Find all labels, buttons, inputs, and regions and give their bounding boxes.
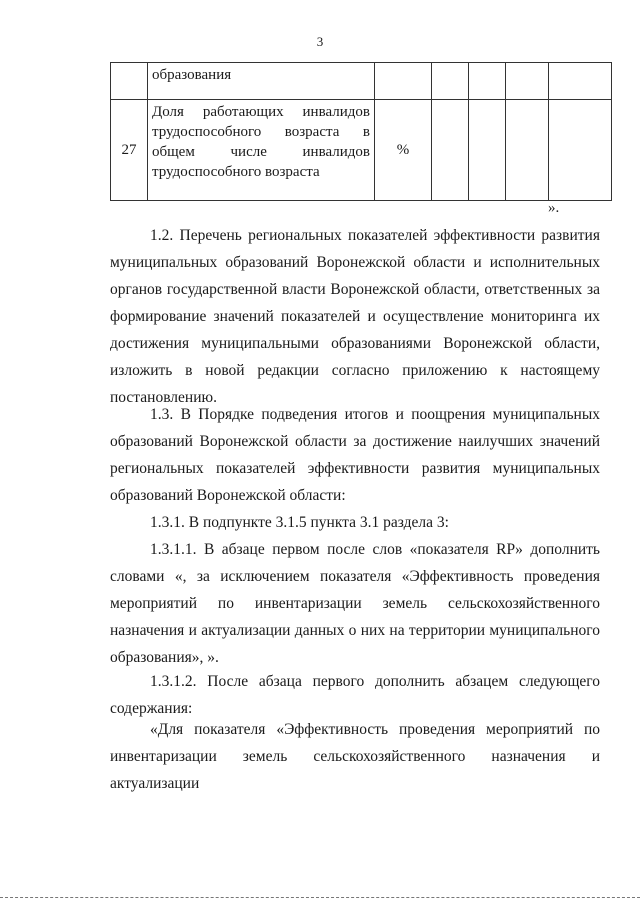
text-line: «Для показателя «Эффективность проведения мероприятий по [150, 721, 600, 738]
text-line: 1.3.1. В подпункте 3.1.5 пункта 3.1 раздела 3: [150, 514, 449, 531]
table-row [111, 100, 612, 201]
text-line: достижения муниципальными образованиями Воронежской области, [110, 335, 600, 352]
paragraph-1-3-1-2 [110, 668, 600, 722]
text-line: 1.3.1.2. После абзаца первого дополнить абзацем следующего [150, 673, 600, 690]
text-line: 1.2. Перечень региональных показателей эффективности развития [150, 227, 600, 244]
text-line: формирование значений показателей и осуществление мониторинга их [110, 308, 600, 325]
indicator-name-line: общем числе инвалидов [152, 144, 370, 160]
row-number: 27 [121, 142, 137, 158]
text-line: содержания: [110, 700, 193, 717]
row-number-cell [111, 63, 148, 100]
indicator-name: образования [152, 67, 232, 83]
indicator-name-cell [148, 63, 375, 100]
text-line: органов государственной власти Воронежской области, ответственных за [110, 281, 600, 298]
value-cell [506, 63, 549, 100]
value-cell [506, 100, 549, 201]
value-cell [549, 63, 612, 100]
text-line: назначения и актуализации данных о них на территории муниципального [110, 622, 600, 639]
text-line: образования», ». [110, 649, 219, 666]
unit-label: % [396, 142, 410, 158]
text-line: 1.3.1.1. В абзаце первом после слов «показателя RP» дополнить [150, 541, 600, 558]
page-bottom-edge [0, 897, 640, 898]
paragraph-1-3-1-1 [110, 536, 600, 671]
paragraph-quote [110, 716, 600, 797]
text-line: 1.3. В Порядке подведения итогов и поощрения муниципальных [150, 406, 600, 423]
value-cell [469, 100, 506, 201]
text-line: муниципальных образований Воронежской области и исполнительных [110, 254, 600, 271]
paragraph-1-3 [110, 401, 600, 509]
text-line: инвентаризации земель сельскохозяйственного назначения и актуализации [110, 748, 600, 792]
row-number-cell [111, 100, 148, 201]
text-line: постановлению. [110, 389, 217, 406]
text-line: мероприятий по инвентаризации земель сельскохозяйственного [110, 595, 600, 612]
text-line: словами «, за исключением показателя «Эффективность проведения [110, 568, 600, 585]
value-cell [549, 100, 612, 201]
value-cell [432, 63, 469, 100]
indicator-name-line: Доля работающих инвалидов [152, 104, 370, 120]
text-line: изложить в новой редакции согласно приложению к настоящему [110, 362, 600, 379]
unit-cell [375, 63, 432, 100]
indicator-name-line: трудоспособного возраста в [152, 124, 370, 140]
value-cell [432, 100, 469, 201]
text-line: образований Воронежской области за достижение наилучших значений [110, 433, 600, 450]
indicator-name-cell [148, 100, 375, 201]
paragraph-1-3-1 [110, 509, 600, 536]
unit-cell [375, 100, 432, 201]
indicator-name-line: трудоспособного возраста [152, 164, 320, 180]
closing-quote: ». [548, 200, 560, 216]
text-line: образований Воронежской области: [110, 487, 346, 504]
text-line: региональных показателей эффективности развития муниципальных [110, 460, 600, 477]
page-number: 3 [316, 34, 324, 49]
paragraph-1-2 [110, 222, 600, 411]
table-row [111, 63, 612, 100]
value-cell [469, 63, 506, 100]
indicators-table [110, 62, 612, 201]
